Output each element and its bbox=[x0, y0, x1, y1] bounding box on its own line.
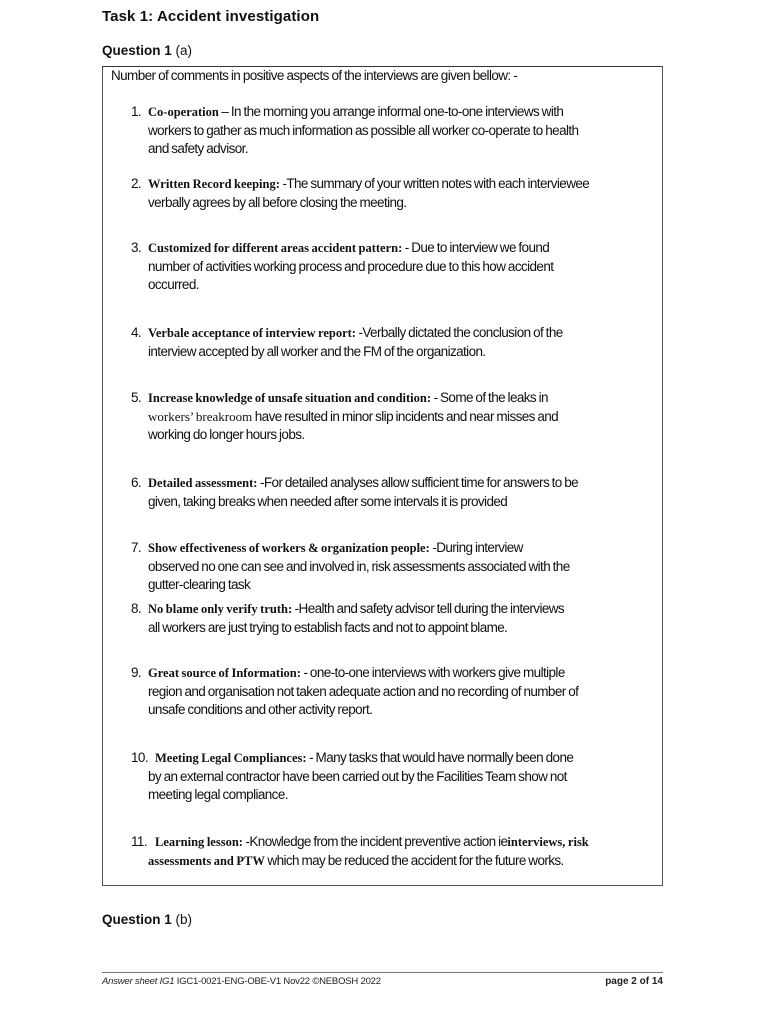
item-number: 6. bbox=[131, 475, 142, 490]
item-text: by an external contractor have been carried out by the Facilities Team show not bbox=[148, 768, 567, 784]
item-text bbox=[131, 408, 661, 427]
item-number: 7. bbox=[131, 540, 142, 555]
task-title: Task 1: Accident investigation bbox=[102, 8, 320, 25]
answer-item-3 bbox=[131, 239, 661, 295]
item-number: 3. bbox=[131, 240, 142, 255]
item-text bbox=[131, 852, 661, 871]
item-text-bold: interviews, risk bbox=[507, 835, 589, 849]
item-label: Verbale acceptance of interview report: bbox=[148, 326, 356, 340]
item-label: No blame only verify truth: bbox=[148, 602, 293, 616]
item-text-serif: workers’ breakroom bbox=[148, 408, 253, 424]
answer-item-4 bbox=[131, 324, 661, 361]
item-text: have resulted in minor slip incidents and near misses and bbox=[252, 408, 559, 424]
item-text: - Due to interview we found bbox=[402, 240, 550, 255]
question-1b-heading bbox=[102, 912, 192, 927]
question-part: (b) bbox=[175, 912, 193, 927]
answer-item-5 bbox=[131, 389, 661, 445]
item-number: 1. bbox=[131, 104, 142, 119]
item-label: Customized for different areas accident pattern: bbox=[148, 241, 403, 255]
item-number: 11. bbox=[131, 834, 147, 849]
answer-item-8 bbox=[131, 600, 661, 637]
item-number: 5. bbox=[131, 390, 142, 405]
answer-item-6 bbox=[131, 474, 661, 511]
item-label: Meeting Legal Compliances: bbox=[155, 751, 307, 765]
footer-sheet-name: Answer sheet IG1 bbox=[102, 976, 175, 987]
item-label: Great source of Information: bbox=[148, 666, 301, 680]
item-text: occurred. bbox=[148, 277, 199, 292]
answer-item-1 bbox=[131, 103, 661, 159]
item-text: – In the morning you arrange informal one-to-one interviews with bbox=[218, 104, 564, 119]
question-1a-heading bbox=[102, 43, 192, 58]
answer-item-11 bbox=[131, 833, 661, 870]
item-text: meeting legal compliance. bbox=[148, 787, 288, 802]
item-text: region and organisation not taken adequate action and no recording of number of bbox=[148, 683, 579, 699]
item-text: all workers are just trying to establish facts and not to appoint blame. bbox=[148, 619, 508, 635]
item-number: 10. bbox=[131, 750, 148, 765]
item-number: 9. bbox=[131, 665, 142, 680]
item-text: interview accepted by all worker and the FM of the organization. bbox=[148, 343, 486, 359]
item-text: which may be reduced the accident for the future works. bbox=[264, 852, 564, 868]
answer-intro: Number of comments in positive aspects of the interviews are given bellow: - bbox=[111, 68, 518, 83]
item-text-bold: assessments and PTW bbox=[148, 853, 265, 868]
item-label: Written Record keeping: bbox=[148, 177, 280, 191]
answer-box bbox=[102, 66, 663, 886]
item-text: working do longer hours jobs. bbox=[148, 427, 305, 442]
answer-item-9 bbox=[131, 664, 661, 720]
item-text: given, taking breaks when needed after some intervals it is provided bbox=[148, 493, 508, 509]
item-number: 2. bbox=[131, 176, 142, 191]
item-text: -For detailed analyses allow sufficient time for answers to be bbox=[257, 475, 579, 490]
item-label: Detailed assessment: bbox=[148, 476, 258, 490]
item-label: Increase knowledge of unsafe situation and condition: bbox=[148, 391, 432, 405]
item-number: 8. bbox=[131, 601, 142, 616]
item-label: Show effectiveness of workers & organization people: bbox=[148, 541, 430, 555]
item-text: -Health and safety advisor tell during the interviews bbox=[292, 601, 565, 616]
item-text: gutter-clearing task bbox=[148, 577, 251, 592]
item-text: and safety advisor. bbox=[148, 141, 248, 156]
footer-doc-code: IGC1-0021-ENG-OBE-V1 Nov22 ©NEBOSH 2022 bbox=[176, 976, 381, 987]
footer-document-info bbox=[102, 976, 381, 987]
item-text: observed no one can see and involved in, risk assessments associated with the bbox=[148, 558, 570, 574]
question-label: Question 1 bbox=[102, 43, 172, 58]
item-text: -The summary of your written notes with each interviewee bbox=[279, 176, 590, 191]
item-text: workers to gather as much information as possible all worker co-operate to health bbox=[148, 122, 579, 138]
footer-page-number: page 2 of 14 bbox=[605, 976, 663, 987]
item-text: -Knowledge from the incident preventive action ie bbox=[242, 834, 508, 849]
item-label: Co-operation bbox=[148, 105, 219, 119]
item-text: -Verbally dictated the conclusion of the bbox=[355, 325, 563, 340]
item-text: number of activities working process and procedure due to this how accident bbox=[148, 258, 554, 274]
answer-item-2 bbox=[131, 175, 661, 212]
item-text: - Many tasks that would have normally been done bbox=[306, 750, 574, 765]
answer-item-10 bbox=[131, 749, 661, 805]
item-text: verbally agrees by all before closing the meeting. bbox=[148, 194, 407, 210]
item-text: unsafe conditions and other activity report. bbox=[148, 702, 373, 717]
question-label: Question 1 bbox=[102, 912, 172, 927]
item-text: - one-to-one interviews with workers give multiple bbox=[300, 665, 565, 680]
item-label: Learning lesson: bbox=[155, 835, 243, 849]
item-text: - Some of the leaks in bbox=[431, 390, 548, 405]
item-number: 4. bbox=[131, 325, 142, 340]
answer-item-7 bbox=[131, 539, 661, 595]
question-part: (a) bbox=[175, 43, 193, 58]
page-footer bbox=[102, 972, 663, 989]
item-text: -During interview bbox=[429, 540, 523, 555]
